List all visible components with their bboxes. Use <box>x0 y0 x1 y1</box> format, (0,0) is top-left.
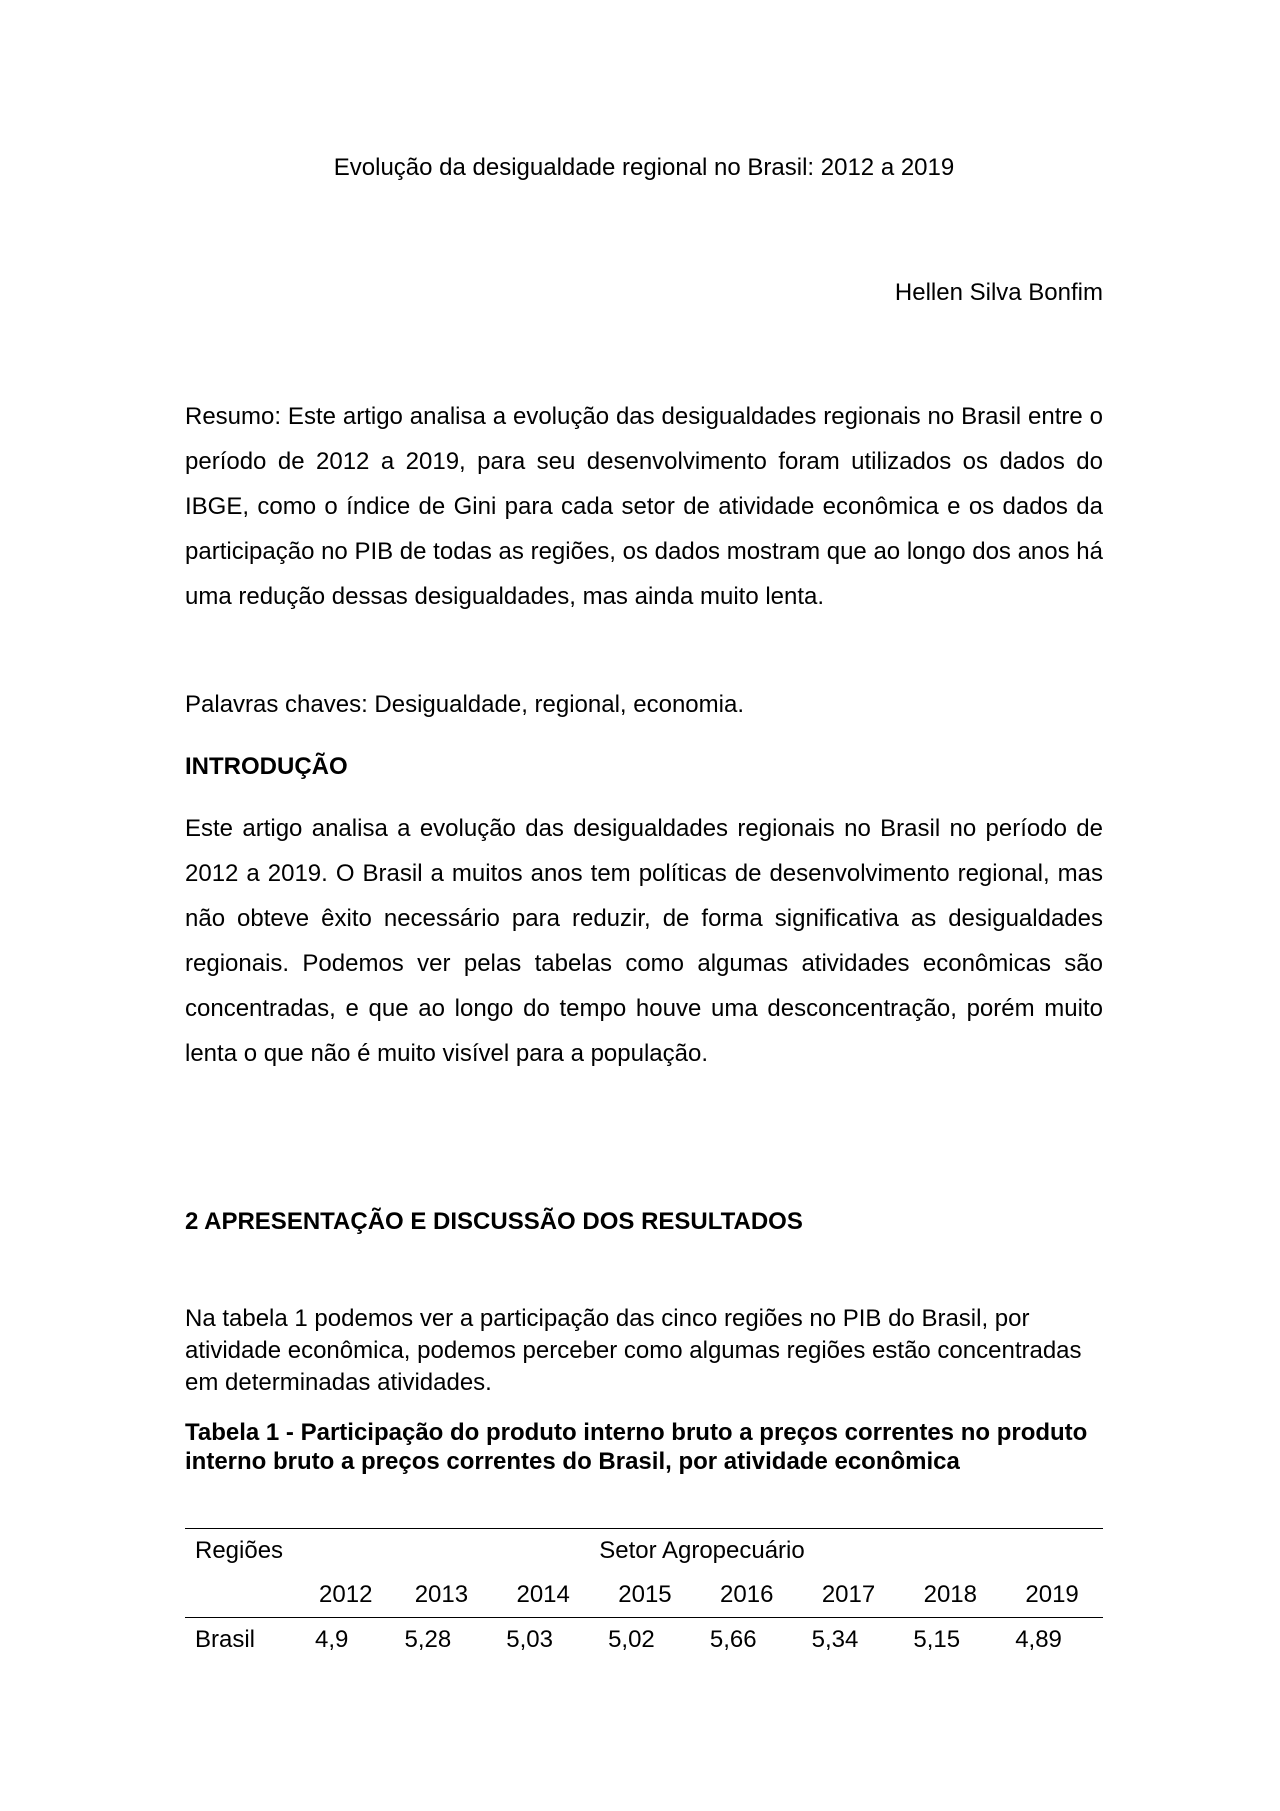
year-header-cell: 2017 <box>798 1573 900 1618</box>
results-paragraph: Na tabela 1 podemos ver a participação das cinco regiões no PIB do Brasil, por atividade econômica, podemos perceber como algumas regiões estão concentradas em determinadas atividades. <box>185 1305 1082 1396</box>
table-header-row <box>185 1529 1103 1574</box>
value-cell: 5,02 <box>608 1626 655 1653</box>
value-cell: 4,89 <box>1015 1626 1062 1653</box>
value-cell: 4,9 <box>315 1626 349 1653</box>
year-header-cell: 2013 <box>391 1573 493 1618</box>
value-cell: 5,34 <box>811 1626 859 1653</box>
value-cell: 5,03 <box>506 1626 553 1653</box>
table-caption: Tabela 1 - Participação do produto interno bruto a preços correntes no produto interno bruto a preços correntes do Brasil, por atividade econômica <box>185 1419 1088 1475</box>
keywords-line: Palavras chaves: Desigualdade, regional, economia. <box>185 691 744 718</box>
year-header-cell: 2014 <box>492 1573 594 1618</box>
introduction-paragraph: Este artigo analisa a evolução das desigualdades regionais no Brasil no período de 2012 a 2019. O Brasil a muitos anos tem políticas de desenvolvimento regional, mas não obteve êxito necessário para reduzir, de forma significativa as desigualdades regionais. Podemos ver pelas tabelas como algumas atividades econômicas são concentradas, e que ao longo do tempo houve uma desconcentração, porém muito lenta o que não é muito visível para a população. <box>185 815 1103 1067</box>
sector-header-cell: Setor Agropecuário <box>301 1529 1103 1574</box>
year-header-cell: 2012 <box>301 1573 391 1618</box>
year-header-cell: 2018 <box>899 1573 1001 1618</box>
abstract-paragraph: Resumo: Este artigo analisa a evolução das desigualdades regionais no Brasil entre o período de 2012 a 2019, para seu desenvolvimento foram utilizados os dados do IBGE, como o índice de Gini para cada setor de atividade econômica e os dados da participação no PIB de todas as regiões, os dados mostram que ao longo dos anos há uma redução dessas desigualdades, mas ainda muito lenta. <box>185 403 1103 610</box>
paper-title: Evolução da desigualdade regional no Brasil: 2012 a 2019 <box>333 154 955 181</box>
value-cell: 5,15 <box>913 1626 961 1653</box>
year-header-cell: 2015 <box>594 1573 696 1618</box>
introduction-heading: INTRODUÇÃO <box>185 753 348 780</box>
region-header-cell: Regiões <box>185 1529 301 1574</box>
year-header-cell: 2019 <box>1001 1573 1103 1618</box>
results-heading: 2 APRESENTAÇÃO E DISCUSSÃO DOS RESULTADOS <box>185 1208 803 1235</box>
year-header-cell: 2016 <box>696 1573 798 1618</box>
author-name: Hellen Silva Bonfim <box>894 279 1103 306</box>
value-cell: 5,28 <box>404 1626 452 1653</box>
table-years-row <box>185 1573 1103 1618</box>
table-row <box>185 1618 1103 1663</box>
year-row-blank-cell <box>185 1573 301 1618</box>
value-cell: 5,66 <box>709 1626 757 1653</box>
gdp-share-table <box>185 1528 1103 1662</box>
region-name-cell: Brasil <box>195 1626 256 1653</box>
